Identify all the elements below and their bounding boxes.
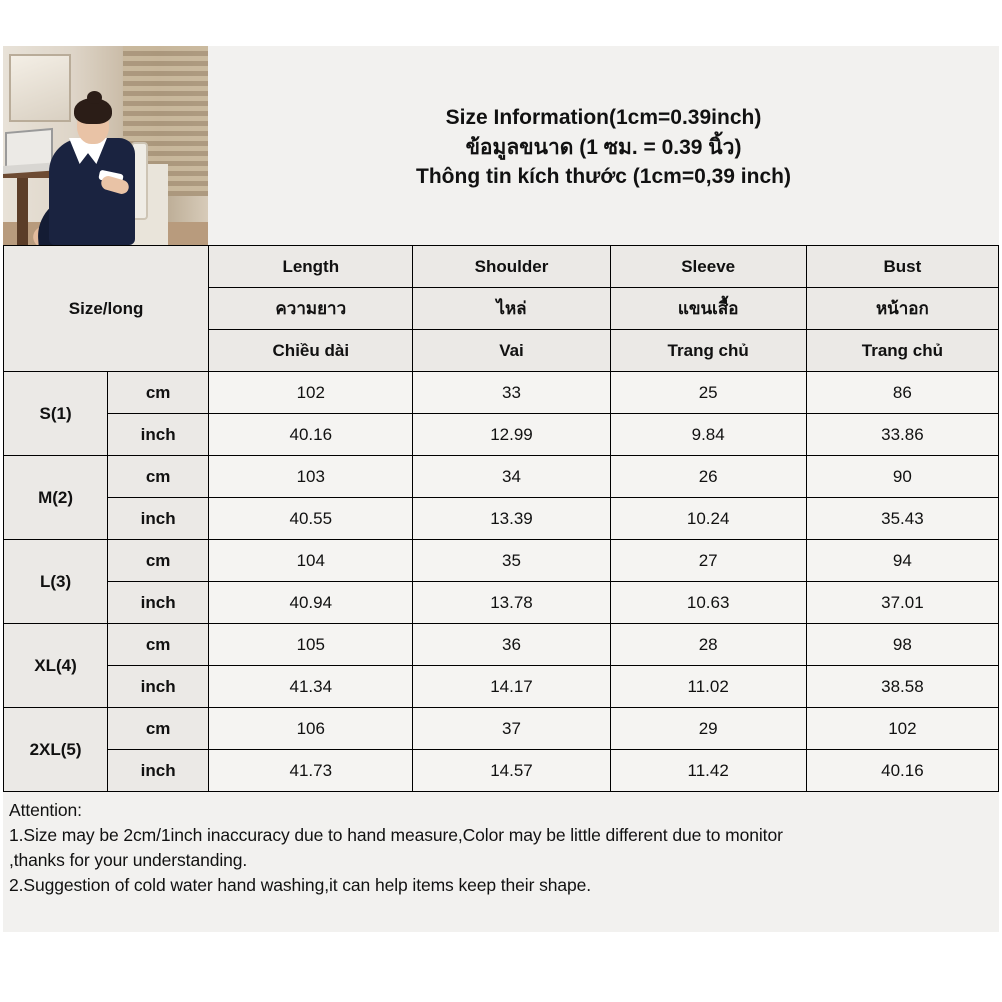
cell-2xl-length-cm: 106 xyxy=(209,708,413,750)
unit-label-cm: cm xyxy=(108,456,209,498)
table-row xyxy=(4,708,999,750)
cell-2xl-sleeve-inch: 11.42 xyxy=(610,750,806,792)
cell-2xl-bust-inch: 40.16 xyxy=(806,750,998,792)
cell-2xl-shoulder-inch: 14.57 xyxy=(413,750,610,792)
cell-s-shoulder-inch: 12.99 xyxy=(413,414,610,456)
cell-l-shoulder-cm: 35 xyxy=(413,540,610,582)
column-header-sleeve-en: Sleeve xyxy=(610,246,806,288)
cell-l-bust-cm: 94 xyxy=(806,540,998,582)
column-header-shoulder-th: ไหล่ xyxy=(413,288,610,330)
cell-m-shoulder-inch: 13.39 xyxy=(413,498,610,540)
cell-l-sleeve-inch: 10.63 xyxy=(610,582,806,624)
cell-s-shoulder-cm: 33 xyxy=(413,372,610,414)
title-line-en: Size Information(1cm=0.39inch) xyxy=(445,105,762,129)
table-row xyxy=(4,666,999,708)
cell-xl-shoulder-inch: 14.17 xyxy=(413,666,610,708)
cell-2xl-bust-cm: 102 xyxy=(806,708,998,750)
cell-2xl-sleeve-cm: 29 xyxy=(610,708,806,750)
title-line-th: ข้อมูลขนาด (1 ซม. = 0.39 นิ้ว) xyxy=(465,135,742,159)
attention-heading: Attention: xyxy=(9,800,82,820)
table-row xyxy=(4,372,999,414)
size-label-s: S(1) xyxy=(4,372,108,456)
unit-label-inch: inch xyxy=(108,414,209,456)
photo-model-hair-bun xyxy=(87,91,102,104)
column-header-length-th: ความยาว xyxy=(209,288,413,330)
cell-m-bust-inch: 35.43 xyxy=(806,498,998,540)
table-row xyxy=(4,498,999,540)
cell-s-length-cm: 102 xyxy=(209,372,413,414)
cell-s-length-inch: 40.16 xyxy=(209,414,413,456)
attention-line-2: ,thanks for your understanding. xyxy=(9,849,248,870)
cell-m-length-inch: 40.55 xyxy=(209,498,413,540)
cell-s-sleeve-cm: 25 xyxy=(610,372,806,414)
unit-label-cm: cm xyxy=(108,624,209,666)
photo-desk-leg xyxy=(17,178,28,245)
cell-xl-sleeve-inch: 11.02 xyxy=(610,666,806,708)
cell-l-shoulder-inch: 13.78 xyxy=(413,582,610,624)
cell-s-sleeve-inch: 9.84 xyxy=(610,414,806,456)
size-label-l: L(3) xyxy=(4,540,108,624)
cell-s-bust-cm: 86 xyxy=(806,372,998,414)
cell-m-length-cm: 103 xyxy=(209,456,413,498)
header-band xyxy=(3,46,999,245)
size-chart-sheet xyxy=(3,46,999,932)
column-header-shoulder-vi: Vai xyxy=(413,330,610,372)
unit-label-inch: inch xyxy=(108,666,209,708)
cell-xl-sleeve-cm: 28 xyxy=(610,624,806,666)
cell-l-length-cm: 104 xyxy=(209,540,413,582)
cell-2xl-shoulder-cm: 37 xyxy=(413,708,610,750)
size-label-xl: XL(4) xyxy=(4,624,108,708)
cell-m-shoulder-cm: 34 xyxy=(413,456,610,498)
column-header-shoulder-en: Shoulder xyxy=(413,246,610,288)
cell-l-length-inch: 40.94 xyxy=(209,582,413,624)
photo-window xyxy=(9,54,71,122)
table-row xyxy=(4,750,999,792)
unit-label-cm: cm xyxy=(108,708,209,750)
cell-m-sleeve-cm: 26 xyxy=(610,456,806,498)
column-header-length-vi: Chiều dài xyxy=(209,330,413,372)
column-header-length-en: Length xyxy=(209,246,413,288)
cell-xl-shoulder-cm: 36 xyxy=(413,624,610,666)
column-header-bust-en: Bust xyxy=(806,246,998,288)
column-header-bust-vi: Trang chủ xyxy=(806,330,998,372)
unit-label-inch: inch xyxy=(108,750,209,792)
product-photo xyxy=(3,46,208,245)
unit-label-cm: cm xyxy=(108,372,209,414)
column-header-bust-th: หน้าอก xyxy=(806,288,998,330)
cell-2xl-length-inch: 41.73 xyxy=(209,750,413,792)
cell-l-sleeve-cm: 27 xyxy=(610,540,806,582)
table-row xyxy=(4,414,999,456)
cell-m-bust-cm: 90 xyxy=(806,456,998,498)
attention-line-1: 1.Size may be 2cm/1inch inaccuracy due to hand measure,Color may be little different due to monitor xyxy=(9,824,783,845)
table-row xyxy=(4,540,999,582)
column-header-sleeve-vi: Trang chủ xyxy=(610,330,806,372)
unit-label-cm: cm xyxy=(108,540,209,582)
table-row xyxy=(4,582,999,624)
cell-xl-length-inch: 41.34 xyxy=(209,666,413,708)
cell-s-bust-inch: 33.86 xyxy=(806,414,998,456)
cell-l-bust-inch: 37.01 xyxy=(806,582,998,624)
cell-xl-length-cm: 105 xyxy=(209,624,413,666)
title-block xyxy=(208,46,999,245)
size-label-m: M(2) xyxy=(4,456,108,540)
table-corner-label: Size/long xyxy=(4,246,209,372)
attention-line-3: 2.Suggestion of cold water hand washing,it can help items keep their shape. xyxy=(9,874,592,895)
table-row xyxy=(4,456,999,498)
size-label-2xl: 2XL(5) xyxy=(4,708,108,792)
unit-label-inch: inch xyxy=(108,582,209,624)
cell-m-sleeve-inch: 10.24 xyxy=(610,498,806,540)
table-row xyxy=(4,624,999,666)
cell-xl-bust-cm: 98 xyxy=(806,624,998,666)
table-header-row-en xyxy=(4,246,999,288)
title-line-vi: Thông tin kích thước (1cm=0,39 inch) xyxy=(416,165,791,189)
unit-label-inch: inch xyxy=(108,498,209,540)
cell-xl-bust-inch: 38.58 xyxy=(806,666,998,708)
size-table xyxy=(3,245,999,792)
column-header-sleeve-th: แขนเสื้อ xyxy=(610,288,806,330)
attention-block xyxy=(3,792,999,903)
